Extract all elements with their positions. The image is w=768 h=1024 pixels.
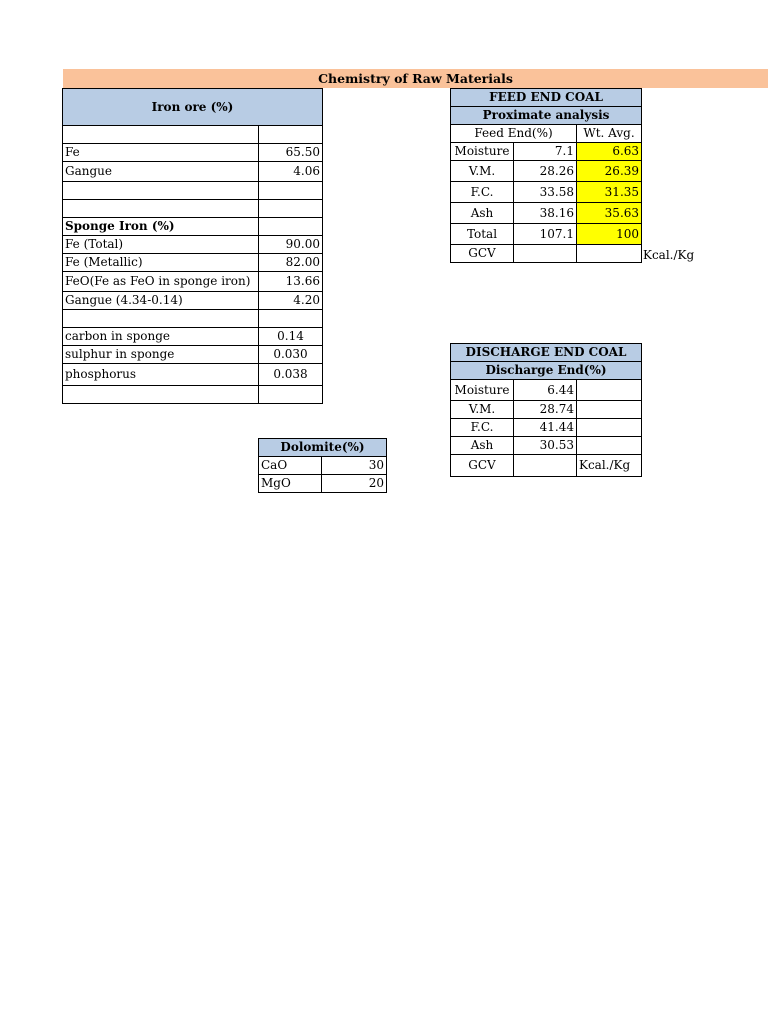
cell-value[interactable]: 90.00 [259, 236, 323, 254]
cell-value[interactable]: 0.14 [259, 328, 323, 346]
cell-label[interactable]: Moisture [451, 380, 514, 401]
cell-value[interactable]: 30.53 [514, 437, 577, 455]
cell-extra[interactable] [577, 401, 642, 419]
cell-label[interactable]: V.M. [451, 161, 514, 182]
cell-label[interactable]: Ash [451, 437, 514, 455]
cell-extra[interactable]: Kcal./Kg [577, 455, 642, 477]
feed-end-coal-header: FEED END COAL [451, 89, 642, 107]
cell-value[interactable]: 41.44 [514, 419, 577, 437]
cell-value[interactable] [259, 386, 323, 404]
cell-wt-avg[interactable]: 100 [577, 224, 642, 245]
cell-extra[interactable] [577, 380, 642, 401]
cell-value[interactable] [514, 455, 577, 477]
cell-label[interactable]: Gangue (4.34-0.14) [63, 292, 259, 310]
iron-ore-header: Iron ore (%) [63, 89, 323, 126]
cell-wt-avg[interactable]: 31.35 [577, 182, 642, 203]
cell-label[interactable]: Moisture [451, 143, 514, 161]
cell-label[interactable]: F.C. [451, 182, 514, 203]
cell-value[interactable]: 38.16 [514, 203, 577, 224]
cell-wt-avg[interactable] [577, 245, 642, 263]
cell-label[interactable]: Sponge Iron (%) [63, 218, 259, 236]
cell-value[interactable]: 0.038 [259, 364, 323, 386]
cell-value[interactable] [259, 182, 323, 200]
cell-label[interactable]: CaO [259, 457, 322, 475]
cell-value[interactable]: 7.1 [514, 143, 577, 161]
cell-value[interactable]: 4.20 [259, 292, 323, 310]
cell-label[interactable]: V.M. [451, 401, 514, 419]
cell-value[interactable] [259, 200, 323, 218]
cell-value[interactable] [259, 310, 323, 328]
sheet-title: Chemistry of Raw Materials [63, 69, 768, 88]
feed-end-col-header: Feed End(%) [451, 125, 577, 143]
cell-extra[interactable] [577, 419, 642, 437]
feed-end-coal-table [450, 88, 642, 263]
cell-label[interactable]: Fe (Metallic) [63, 254, 259, 272]
cell-value[interactable]: 82.00 [259, 254, 323, 272]
gcv-unit-label: Kcal./Kg [643, 248, 695, 262]
cell-value[interactable]: 13.66 [259, 272, 323, 292]
discharge-end-subheader: Discharge End(%) [451, 362, 642, 380]
cell-label[interactable] [63, 386, 259, 404]
cell-value[interactable]: 28.74 [514, 401, 577, 419]
cell-label[interactable] [63, 182, 259, 200]
cell-value[interactable]: 20 [322, 475, 387, 493]
cell-value[interactable]: 0.030 [259, 346, 323, 364]
cell-value[interactable]: 107.1 [514, 224, 577, 245]
cell-label[interactable]: Total [451, 224, 514, 245]
cell-wt-avg[interactable]: 35.63 [577, 203, 642, 224]
cell-value[interactable] [514, 245, 577, 263]
cell-value[interactable]: 6.44 [514, 380, 577, 401]
cell-value[interactable]: 28.26 [514, 161, 577, 182]
cell-label[interactable] [63, 310, 259, 328]
cell-label[interactable]: FeO(Fe as FeO in sponge iron) [63, 272, 259, 292]
cell-label[interactable]: carbon in sponge [63, 328, 259, 346]
iron-ore-table [62, 88, 323, 404]
cell-label[interactable] [63, 200, 259, 218]
cell-value[interactable]: 65.50 [259, 144, 323, 162]
cell-label[interactable]: F.C. [451, 419, 514, 437]
cell-value[interactable]: 33.58 [514, 182, 577, 203]
discharge-end-coal-table [450, 343, 642, 477]
cell-value[interactable]: 30 [322, 457, 387, 475]
cell-label[interactable]: Ash [451, 203, 514, 224]
proximate-analysis-header: Proximate analysis [451, 107, 642, 125]
cell-extra[interactable] [577, 437, 642, 455]
cell-wt-avg[interactable]: 26.39 [577, 161, 642, 182]
cell-value[interactable] [259, 218, 323, 236]
cell-label[interactable]: Fe (Total) [63, 236, 259, 254]
cell-value[interactable]: 4.06 [259, 162, 323, 182]
discharge-end-coal-header: DISCHARGE END COAL [451, 344, 642, 362]
cell-label[interactable]: GCV [451, 245, 514, 263]
cell-value[interactable] [259, 126, 323, 144]
cell-label[interactable]: GCV [451, 455, 514, 477]
cell-label[interactable] [63, 126, 259, 144]
dolomite-table [258, 438, 387, 493]
dolomite-header: Dolomite(%) [259, 439, 387, 457]
cell-label[interactable]: sulphur in sponge [63, 346, 259, 364]
wt-avg-col-header: Wt. Avg. [577, 125, 642, 143]
cell-label[interactable]: Gangue [63, 162, 259, 182]
cell-label[interactable]: MgO [259, 475, 322, 493]
cell-label[interactable]: phosphorus [63, 364, 259, 386]
cell-label[interactable]: Fe [63, 144, 259, 162]
cell-wt-avg[interactable]: 6.63 [577, 143, 642, 161]
